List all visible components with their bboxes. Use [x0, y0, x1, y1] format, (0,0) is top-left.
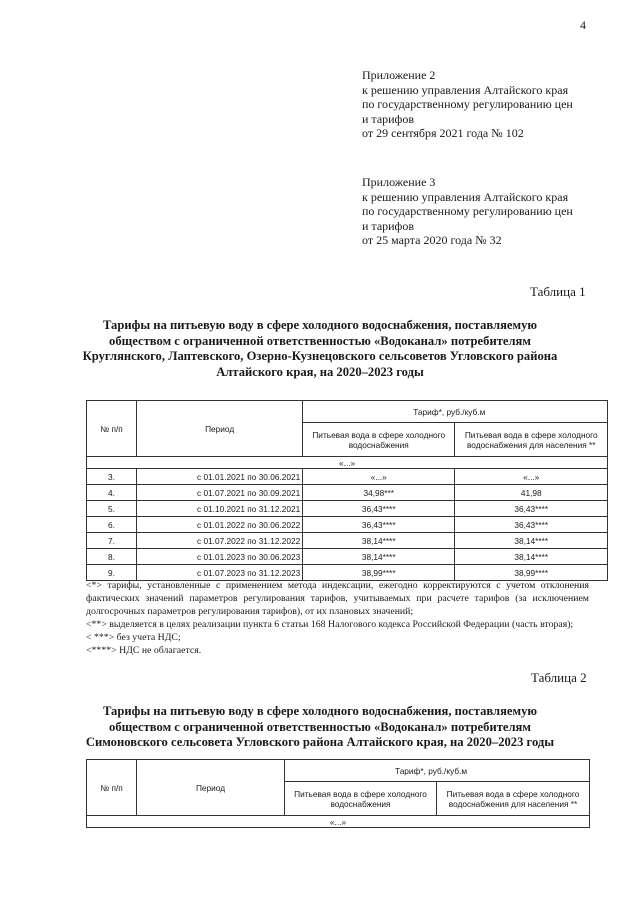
- title-line: Алтайского края, на 2020–2023 годы: [216, 364, 424, 379]
- ellipsis-row: «...»: [87, 816, 590, 828]
- ellipsis-row: «...»: [87, 457, 608, 469]
- row-value-1: 38,99****: [303, 565, 455, 581]
- appendix-line: Приложение 3: [362, 175, 436, 189]
- row-value-1: 34,98***: [303, 485, 455, 501]
- table-row: [87, 485, 608, 501]
- row-period: с 01.01.2021 по 30.06.2021: [137, 469, 303, 485]
- row-value-2: 38,14****: [455, 549, 608, 565]
- row-value-1: 38,14****: [303, 533, 455, 549]
- row-num: 7.: [87, 533, 137, 549]
- appendix-line: от 25 марта 2020 года № 32: [362, 233, 502, 247]
- title-line: Тарифы на питьевую воду в сфере холодного водоснабжения, поставляемую: [102, 704, 538, 718]
- row-value-2: 38,14****: [455, 533, 608, 549]
- table-row: [87, 517, 608, 533]
- header-tariff: Тариф*, руб./куб.м: [303, 401, 608, 423]
- row-value-2: «...»: [455, 469, 608, 485]
- appendix-line: по государственному регулированию цен: [362, 97, 573, 111]
- row-value-2: 36,43****: [455, 501, 608, 517]
- row-period: с 01.07.2022 по 31.12.2022: [137, 533, 303, 549]
- table-2-label: Таблица 2: [531, 670, 587, 685]
- header-num: № п/п: [87, 401, 137, 457]
- header-col-population: Питьевая вода в сфере холодного водоснабжения для населения **: [455, 423, 608, 457]
- row-value-2: 38,99****: [455, 565, 608, 581]
- footnote: < ***> без учета НДС;: [86, 632, 181, 643]
- row-value-2: 36,43****: [455, 517, 608, 533]
- row-num: 6.: [87, 517, 137, 533]
- header-period: Период: [137, 760, 285, 816]
- row-value-2: 41,98: [455, 485, 608, 501]
- row-value-1: «...»: [303, 469, 455, 485]
- appendix-line: к решению управления Алтайского края: [362, 82, 569, 97]
- row-value-1: 36,43****: [303, 501, 455, 517]
- appendix-line: и тарифов: [362, 111, 415, 126]
- header-period: Период: [137, 401, 303, 457]
- appendix-line: от 29 сентября 2021 года № 102: [362, 126, 524, 140]
- row-num: 5.: [87, 501, 137, 517]
- header-num: № п/п: [87, 760, 137, 816]
- tariff-table-1: [86, 400, 608, 581]
- footnote: <**> выделяется в целях реализации пункта 6 статьи 168 Налогового кодекса Российской Федерации (часть вторая);: [86, 619, 574, 630]
- header-col-drinking-water: Питьевая вода в сфере холодного водоснабжения: [285, 782, 437, 816]
- row-num: 3.: [87, 469, 137, 485]
- appendix-line: и тарифов: [362, 218, 415, 233]
- table-1-label: Таблица 1: [530, 284, 586, 299]
- row-num: 8.: [87, 549, 137, 565]
- title-line: обществом с ограниченной ответственностью «Водоканал» потребителям: [109, 333, 531, 348]
- header-tariff: Тариф*, руб./куб.м: [285, 760, 590, 782]
- appendix-2-block: [362, 68, 573, 141]
- title-line: Симоновского сельсовета Угловского района Алтайского края, на 2020–2023 годы: [85, 735, 555, 749]
- table-row: [87, 549, 608, 565]
- page-number: 4: [580, 18, 586, 32]
- row-num: 9.: [87, 565, 137, 581]
- tariff-table-2: [86, 759, 590, 828]
- title-line: обществом с ограниченной ответственностью «Водоканал» потребителям: [109, 719, 531, 734]
- row-value-1: 36,43****: [303, 517, 455, 533]
- appendix-line: Приложение 2: [362, 68, 436, 82]
- footnotes: [86, 579, 589, 657]
- row-period: с 01.07.2021 по 30.09.2021: [137, 485, 303, 501]
- table-row: [87, 501, 608, 517]
- title-line: Круглянского, Лаптевского, Озерно-Кузнецовского сельсоветов Угловского района: [82, 349, 558, 363]
- row-value-1: 38,14****: [303, 549, 455, 565]
- footnote: <*> тарифы, установленные с применением метода индексации, ежегодно корректируются с учетом отклонения фактических значений параметров регулирования тарифов, учитываемых при расчете тарифов (за исключением долгосрочных параметров регулирования тарифов), от их плановых значений;: [86, 580, 589, 617]
- row-period: с 01.07.2023 по 31.12.2023: [137, 565, 303, 581]
- title-line: Тарифы на питьевую воду в сфере холодного водоснабжения, поставляемую: [102, 318, 538, 332]
- appendix-line: по государственному регулированию цен: [362, 204, 573, 218]
- row-period: с 01.10.2021 по 31.12.2021: [137, 501, 303, 517]
- appendix-line: к решению управления Алтайского края: [362, 189, 569, 204]
- table-row: [87, 533, 608, 549]
- table-row: [87, 469, 608, 485]
- row-period: с 01.01.2022 по 30.06.2022: [137, 517, 303, 533]
- table-1-title: [70, 318, 570, 380]
- table-2-title: [70, 704, 570, 751]
- header-col-drinking-water: Питьевая вода в сфере холодного водоснабжения: [303, 423, 455, 457]
- header-col-population: Питьевая вода в сфере холодного водоснабжения для населения **: [437, 782, 590, 816]
- appendix-3-block: [362, 175, 573, 248]
- row-period: с 01.01.2023 по 30.06.2023: [137, 549, 303, 565]
- row-num: 4.: [87, 485, 137, 501]
- footnote: <****> НДС не облагается.: [86, 645, 202, 656]
